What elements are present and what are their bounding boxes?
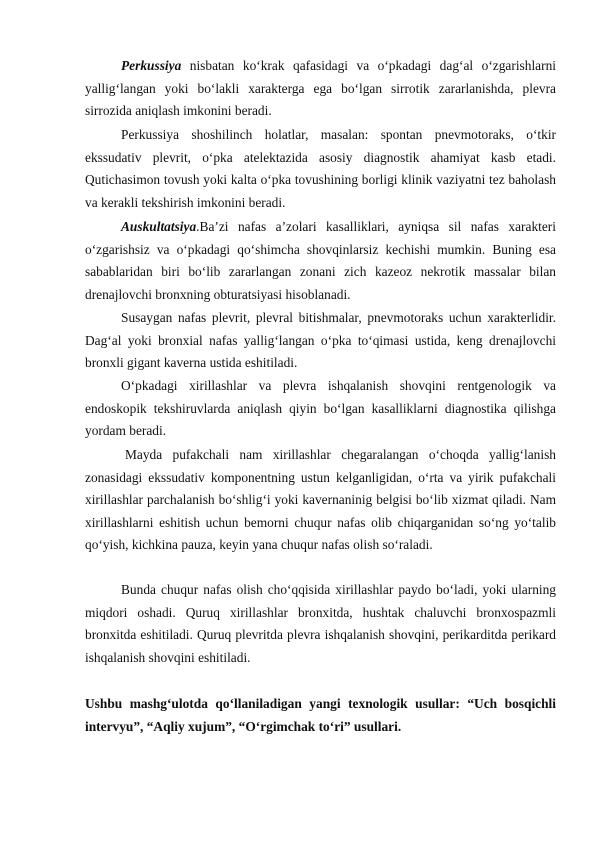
heading-text: Ushbu mashg‘ulotda qo‘llaniladigan yangi texnologik usullar: “Uch bosqichli intervyu”, “Aqliy xujum”, “O‘rgimchak to‘ri” usullari. — [85, 696, 556, 734]
section-heading-new-methods — [85, 693, 556, 738]
paragraph-text: .Ba’zi nafas a’zolari kasalliklari, ayniqsa sil nafas xarakteri o‘zgarishsiz va o‘pkadagi qo‘shimcha shovqinlarsiz kechishi mumkin. Buning esa sabablaridan biri bo‘lib zararlangan zonani zich kazeoz nekrotik massalar bilan drenajlovchi bronxning obturatsiyasi hisoblanadi. — [85, 219, 556, 302]
paragraph-text: nisbatan ko‘krak qafasidagi va o‘pkadagi dag‘al o‘zgarishlarni yallig‘langan yoki bo‘lakli xarakterga ega bo‘lgan sirrotik zararlanishda, plevra sirrozida aniqlash imkonini beradi. — [85, 58, 556, 119]
paragraph-xirillashlar — [85, 375, 556, 443]
term-perkussiya: Perkussiya — [121, 58, 182, 73]
paragraph-auskultatsiya — [85, 216, 556, 306]
paragraph-perkussiya-urgent — [85, 124, 556, 214]
term-auskultatsiya: Auskultatsiya — [121, 219, 197, 234]
paragraph-susaygan-nafas — [85, 307, 556, 375]
paragraph-text: Perkussiya shoshilinch holatlar, masalan: spontan pnevmotoraks, o‘tkir ekssudativ plevrit, o‘pka atelektazida asosiy diagnostik ahamiyat kasb etadi. Qutichasimon tovush yoki kalta o‘pka tovushining borligi klinik vaziyatni tez baholash va kerakli tekshirish imkonini beradi. — [85, 127, 556, 210]
paragraph-perkussiya — [85, 55, 556, 123]
paragraph-text: Susaygan nafas plevrit, plevral bitishmalar, pnevmotoraks uchun xarakterlidir. Dag‘al yoki bronxial nafas yallig‘langan o‘pka to‘qimasi ustida, keng drenajlovchi bronxli gigant kaverna ustida eshitiladi. — [85, 310, 556, 371]
paragraph-mayda-pufakchali — [85, 444, 556, 557]
paragraph-text: Mayda pufakchali nam xirillashlar chegaralangan o‘choqda yallig‘lanish zonasidagi ekssudativ komponentning ustun kelganligidan, o‘rta va yirik pufakchali xirillashlar parchalanish bo‘shlig‘i yoki kavernaninig belgisi bo‘lib xizmat qiladi. Nam xirillashlarni eshitish uchun bemorni chuqur nafas olib chiqarganidan so‘ng yo‘talib qo‘yish, kichkina pauza, keyin yana chuqur nafas olish so‘raladi. — [85, 447, 556, 553]
paragraph-text: Bunda chuqur nafas olish cho‘qqisida xirillashlar paydo bo‘ladi, yoki ularning miqdori oshadi. Quruq xirillashlar bronxitda, hushtak chaluvchi bronxospazmli bronxitda eshitiladi. Quruq plevritda plevra ishqalanish shovqini, perikarditda perikard ishqalanish shovqini eshitiladi. — [85, 582, 556, 665]
paragraph-text: O‘pkadagi xirillashlar va plevra ishqalanish shovqini rentgenologik va endoskopik tekshiruvlarda aniqlash qiyin bo‘lgan kasalliklarni diagnostika qilishga yordam beradi. — [85, 378, 556, 439]
paragraph-chuqur-nafas — [85, 579, 556, 669]
